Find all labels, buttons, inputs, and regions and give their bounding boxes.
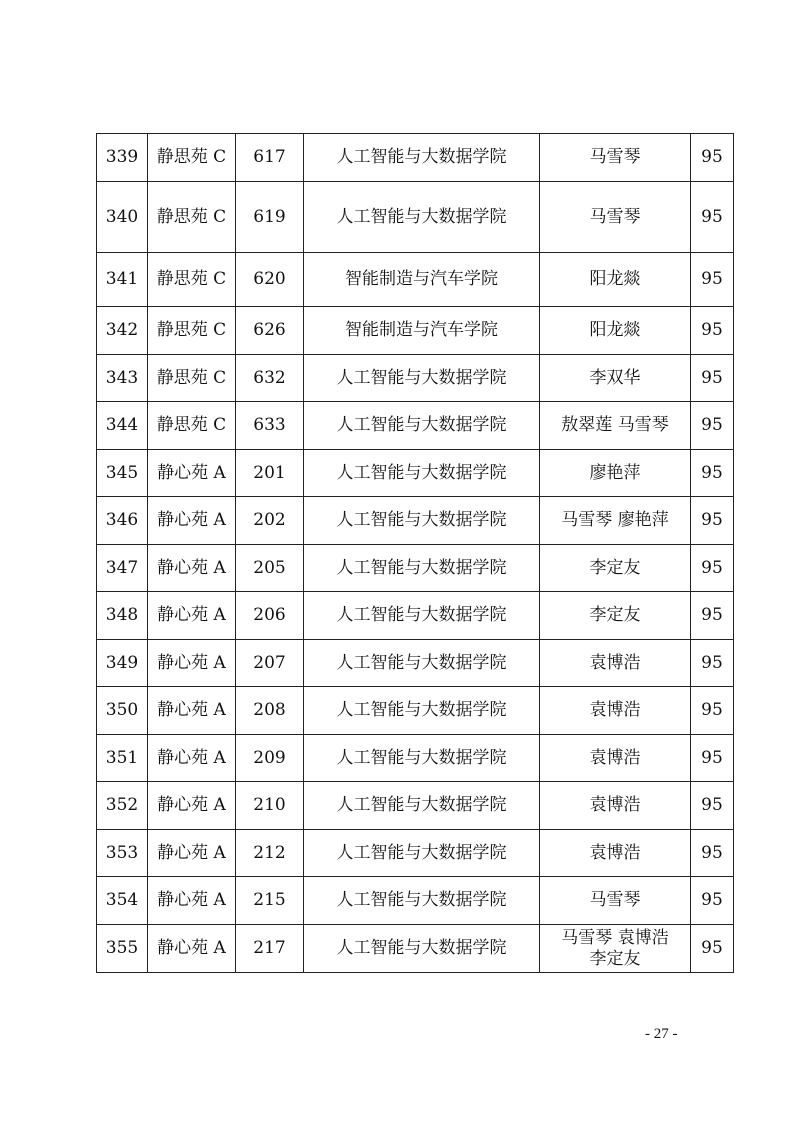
table-row (97, 450, 734, 497)
college-cell: 人工智能与大数据学院 (304, 545, 540, 592)
college-cell: 人工智能与大数据学院 (304, 782, 540, 830)
score-cell: 95 (691, 592, 734, 640)
score-cell: 95 (691, 450, 734, 497)
room-number-cell: 210 (236, 782, 304, 830)
score-cell: 95 (691, 925, 734, 973)
college-cell: 人工智能与大数据学院 (304, 925, 540, 973)
inspector-name-line: 马雪琴 (589, 206, 641, 227)
score-cell: 95 (691, 782, 734, 830)
room-number-cell: 209 (236, 735, 304, 782)
building-cell: 静思苑 C (148, 182, 236, 253)
row-number-cell: 353 (97, 830, 148, 877)
college-cell: 人工智能与大数据学院 (304, 450, 540, 497)
table-row (97, 545, 734, 592)
inspector-name-line: 袁博浩 (589, 652, 641, 673)
room-number-cell: 208 (236, 687, 304, 735)
row-number-cell: 343 (97, 355, 148, 402)
row-number-cell: 349 (97, 640, 148, 687)
score-cell: 95 (691, 877, 734, 925)
inspector-names-cell (540, 640, 691, 687)
table-row (97, 355, 734, 402)
row-number-cell: 354 (97, 877, 148, 925)
inspector-name-line: 阳龙燚 (589, 320, 641, 340)
college-cell: 人工智能与大数据学院 (304, 877, 540, 925)
inspector-name-line: 马雪琴 (589, 147, 641, 167)
college-cell: 人工智能与大数据学院 (304, 687, 540, 735)
inspector-name-line: 敖翠莲 马雪琴 (561, 415, 669, 435)
room-number-cell: 207 (236, 640, 304, 687)
inspector-name-line: 李定友 (589, 948, 641, 969)
inspector-names-cell (540, 253, 691, 307)
table-body (97, 134, 734, 973)
row-number-cell: 351 (97, 735, 148, 782)
room-number-cell: 206 (236, 592, 304, 640)
score-cell: 95 (691, 735, 734, 782)
building-cell: 静思苑 C (148, 355, 236, 402)
row-number-cell: 340 (97, 182, 148, 253)
table-row (97, 182, 734, 253)
room-number-cell: 202 (236, 497, 304, 545)
score-cell: 95 (691, 640, 734, 687)
room-number-cell: 201 (236, 450, 304, 497)
page-number: - 27 - (645, 1026, 678, 1042)
room-number-cell: 620 (236, 253, 304, 307)
table-row (97, 782, 734, 830)
inspector-names-cell (540, 307, 691, 355)
college-cell: 人工智能与大数据学院 (304, 497, 540, 545)
college-cell: 人工智能与大数据学院 (304, 402, 540, 450)
table-row (97, 877, 734, 925)
inspector-names-cell (540, 782, 691, 830)
college-cell: 人工智能与大数据学院 (304, 182, 540, 253)
score-cell: 95 (691, 497, 734, 545)
inspector-names-cell (540, 830, 691, 877)
inspector-names-cell (540, 735, 691, 782)
dormitory-inspection-table (96, 133, 734, 973)
building-cell: 静思苑 C (148, 402, 236, 450)
building-cell: 静思苑 C (148, 307, 236, 355)
building-cell: 静心苑 A (148, 877, 236, 925)
row-number-cell: 342 (97, 307, 148, 355)
college-cell: 人工智能与大数据学院 (304, 134, 540, 182)
room-number-cell: 632 (236, 355, 304, 402)
college-cell: 人工智能与大数据学院 (304, 355, 540, 402)
table-row (97, 592, 734, 640)
score-cell: 95 (691, 253, 734, 307)
inspector-name-line: 廖艳萍 (589, 462, 641, 483)
college-cell: 智能制造与汽车学院 (304, 253, 540, 307)
college-cell: 人工智能与大数据学院 (304, 830, 540, 877)
row-number-cell: 341 (97, 253, 148, 307)
inspector-name-line: 袁博浩 (589, 795, 641, 815)
building-cell: 静心苑 A (148, 830, 236, 877)
building-cell: 静心苑 A (148, 782, 236, 830)
score-cell: 95 (691, 402, 734, 450)
inspector-names-cell (540, 497, 691, 545)
building-cell: 静心苑 A (148, 687, 236, 735)
room-number-cell: 212 (236, 830, 304, 877)
score-cell: 95 (691, 182, 734, 253)
inspector-names-cell (540, 545, 691, 592)
inspector-names-cell (540, 134, 691, 182)
inspector-names-cell (540, 877, 691, 925)
room-number-cell: 215 (236, 877, 304, 925)
table-row (97, 640, 734, 687)
building-cell: 静思苑 C (148, 134, 236, 182)
table-row (97, 830, 734, 877)
row-number-cell: 345 (97, 450, 148, 497)
inspector-names-cell (540, 450, 691, 497)
inspector-name-line: 袁博浩 (589, 747, 641, 768)
inspector-name-line: 马雪琴 廖艳萍 (561, 510, 669, 530)
inspector-names-cell (540, 687, 691, 735)
building-cell: 静心苑 A (148, 735, 236, 782)
row-number-cell: 355 (97, 925, 148, 973)
room-number-cell: 205 (236, 545, 304, 592)
score-cell: 95 (691, 355, 734, 402)
row-number-cell: 350 (97, 687, 148, 735)
inspector-names-cell (540, 592, 691, 640)
inspector-names-cell (540, 925, 691, 973)
inspector-name-line: 李定友 (589, 605, 641, 625)
room-number-cell: 626 (236, 307, 304, 355)
table-row (97, 497, 734, 545)
row-number-cell: 347 (97, 545, 148, 592)
inspector-name-line: 阳龙燚 (589, 269, 641, 289)
table-row (97, 735, 734, 782)
score-cell: 95 (691, 830, 734, 877)
score-cell: 95 (691, 307, 734, 355)
building-cell: 静心苑 A (148, 640, 236, 687)
table-row (97, 307, 734, 355)
score-cell: 95 (691, 687, 734, 735)
college-cell: 人工智能与大数据学院 (304, 640, 540, 687)
college-cell: 智能制造与汽车学院 (304, 307, 540, 355)
inspector-name-line: 袁博浩 (589, 700, 641, 720)
row-number-cell: 348 (97, 592, 148, 640)
building-cell: 静心苑 A (148, 450, 236, 497)
college-cell: 人工智能与大数据学院 (304, 735, 540, 782)
table-row (97, 402, 734, 450)
table-row (97, 687, 734, 735)
room-number-cell: 633 (236, 402, 304, 450)
inspector-name-line: 李定友 (589, 557, 641, 578)
row-number-cell: 346 (97, 497, 148, 545)
inspector-names-cell (540, 402, 691, 450)
inspector-name-line: 马雪琴 (589, 890, 641, 910)
room-number-cell: 619 (236, 182, 304, 253)
score-cell: 95 (691, 134, 734, 182)
building-cell: 静心苑 A (148, 545, 236, 592)
room-number-cell: 217 (236, 925, 304, 973)
inspector-name-line: 马雪琴 袁博浩 (561, 927, 669, 948)
table-row (97, 925, 734, 973)
room-number-cell: 617 (236, 134, 304, 182)
building-cell: 静心苑 A (148, 592, 236, 640)
row-number-cell: 344 (97, 402, 148, 450)
row-number-cell: 352 (97, 782, 148, 830)
college-cell: 人工智能与大数据学院 (304, 592, 540, 640)
table-row (97, 134, 734, 182)
row-number-cell: 339 (97, 134, 148, 182)
score-cell: 95 (691, 545, 734, 592)
building-cell: 静心苑 A (148, 925, 236, 973)
inspector-name-line: 袁博浩 (589, 842, 641, 863)
building-cell: 静心苑 A (148, 497, 236, 545)
inspector-names-cell (540, 355, 691, 402)
inspector-name-line: 李双华 (589, 367, 641, 388)
inspector-names-cell (540, 182, 691, 253)
table-row (97, 253, 734, 307)
building-cell: 静思苑 C (148, 253, 236, 307)
